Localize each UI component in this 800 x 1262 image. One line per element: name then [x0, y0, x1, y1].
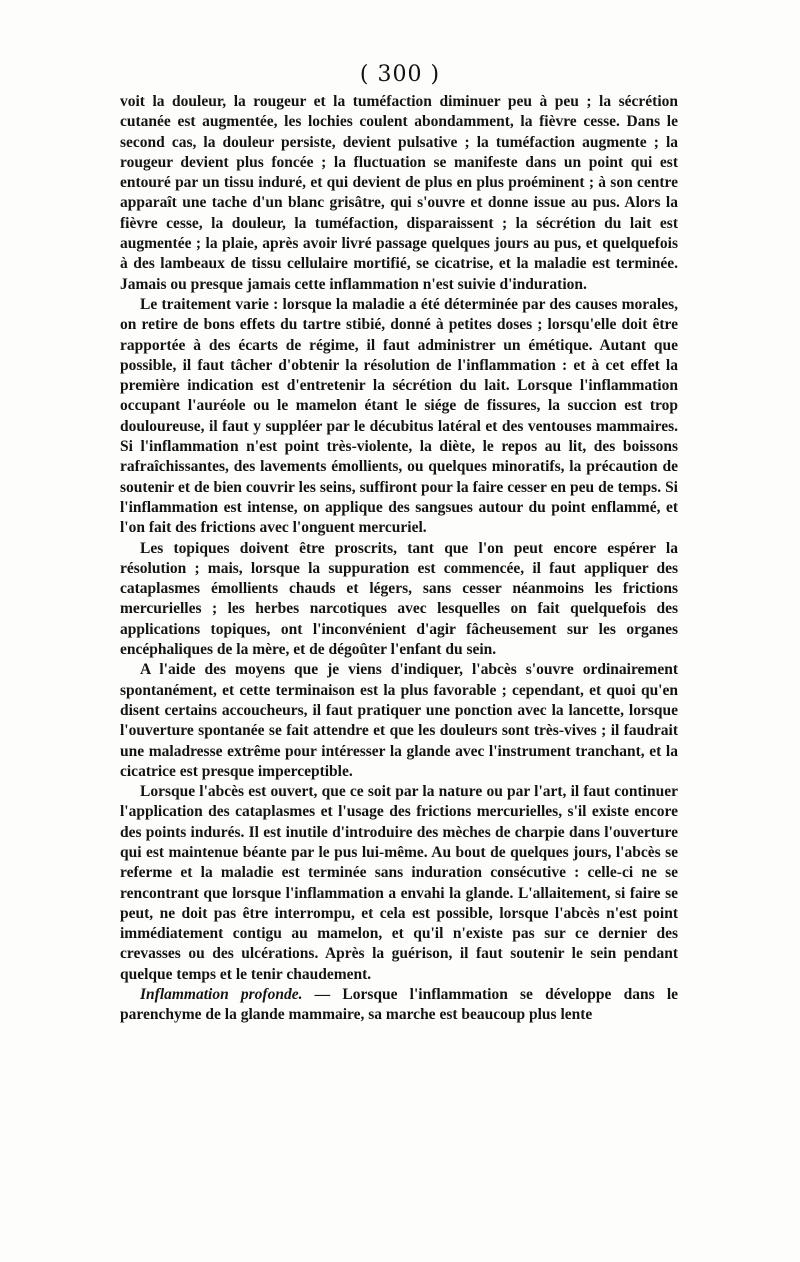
paragraph-text: — Lorsque l'inflammation se développe dans le parenchyme de la glande mammaire, sa marche est beaucoup plus lente [120, 986, 678, 1024]
paragraph [120, 985, 678, 1026]
paragraph: voit la douleur, la rougeur et la tuméfaction diminuer peu à peu ; la sécrétion cutanée est augmentée, les lochies coulent abondamment, la fièvre cesse. Dans le second cas, la douleur persiste, devient pulsative ; la tuméfaction augmente ; la rougeur devient plus foncée ; la fluctuation se manifeste dans un point qui est entouré par un tissu induré, et qui devient de plus en plus proéminent ; à son centre apparaît une tache d'un blanc grisâtre, qui s'ouvre et donne issue au pus. Alors la fièvre cesse, la douleur, la tuméfaction, disparaissent ; la sécrétion du lait est augmentée ; la plaie, après avoir livré passage quelques jours au pus, et quelquefois à des lambeaux de tissu cellulaire mortifié, se cicatrise, et la maladie est terminée. Jamais ou presque jamais cette inflammation n'est suivie d'induration. [120, 93, 678, 293]
paragraph: A l'aide des moyens que je viens d'indiquer, l'abcès s'ouvre ordinairement spontanément, et cette terminaison est la plus favorable ; cependant, et quoi qu'en disent certains accoucheurs, il faut pratiquer une ponction avec la lancette, lorsque l'ouverture spontanée se fait attendre et que les douleurs sont très-vives ; il faudrait une maladresse extrême pour intéresser la glande avec l'instrument tranchant, et la cicatrice est presque imperceptible. [120, 661, 678, 780]
body-text [120, 92, 678, 1026]
paragraph: Lorsque l'abcès est ouvert, que ce soit par la nature ou par l'art, il faut continuer l'application des cataplasmes et l'usage des frictions mercurielles, s'il existe encore des points indurés. Il est inutile d'introduire des mèches de charpie dans l'ouverture qui est maintenue béante par le pus lui-même. Au bout de quelques jours, l'abcès se referme et la maladie est terminée sans induration consécutive : celle-ci ne se rencontrant que lorsque l'inflammation a envahi la glande. L'allaitement, si faire se peut, ne doit pas être interrompu, et cela est possible, lorsque l'abcès n'est point immédiatement contigu au mamelon, et qu'il n'existe pas sur ce dernier des crevasses ou des ulcérations. Après la guérison, il faut soutenir le sein pendant quelque temps et le tenir chaudement. [120, 783, 678, 983]
paragraph: Les topiques doivent être proscrits, tant que l'on peut encore espérer la résolution ; mais, lorsque la suppuration est commencée, il faut appliquer des cataplasmes émollients chauds et légers, sans cesser néanmoins les frictions mercurielles ; les herbes narcotiques avec lesquelles on fait quelquefois des applications topiques, ont l'inconvénient d'agir fâcheusement sur les organes encéphaliques de la mère, et de dégoûter l'enfant du sein. [120, 539, 678, 659]
page-number: ( 300 ) [359, 62, 441, 87]
paragraph: Le traitement varie : lorsque la maladie a été déterminée par des causes morales, on retire de bons effets du tartre stibié, donné à petites doses ; lorsqu'elle doit être rapportée à des écarts de régime, il faut administrer un émétique. Autant que possible, il faut tâcher d'obtenir la résolution de l'inflammation : et à cet effet la première indication est d'entretenir la sécrétion du lait. Lorsque l'inflammation occupant l'auréole ou le mamelon étant le siége de fissures, la succion est trop douloureuse, il faut y suppléer par le décubitus latéral et des ventouses mammaires. Si l'inflammation n'est point très-violente, la diète, le repos au lit, des boissons rafraîchissantes, des lavements émollients, ou quelques minoratifs, la précaution de soutenir et de bien couvrir les seins, suffiront pour la faire cesser en peu de temps. Si l'inflammation est intense, on applique des sangsues autour du point enflammé, et l'on fait des frictions avec l'onguent mercuriel. [120, 295, 678, 537]
section-heading: Inflammation profonde. [140, 986, 303, 1004]
